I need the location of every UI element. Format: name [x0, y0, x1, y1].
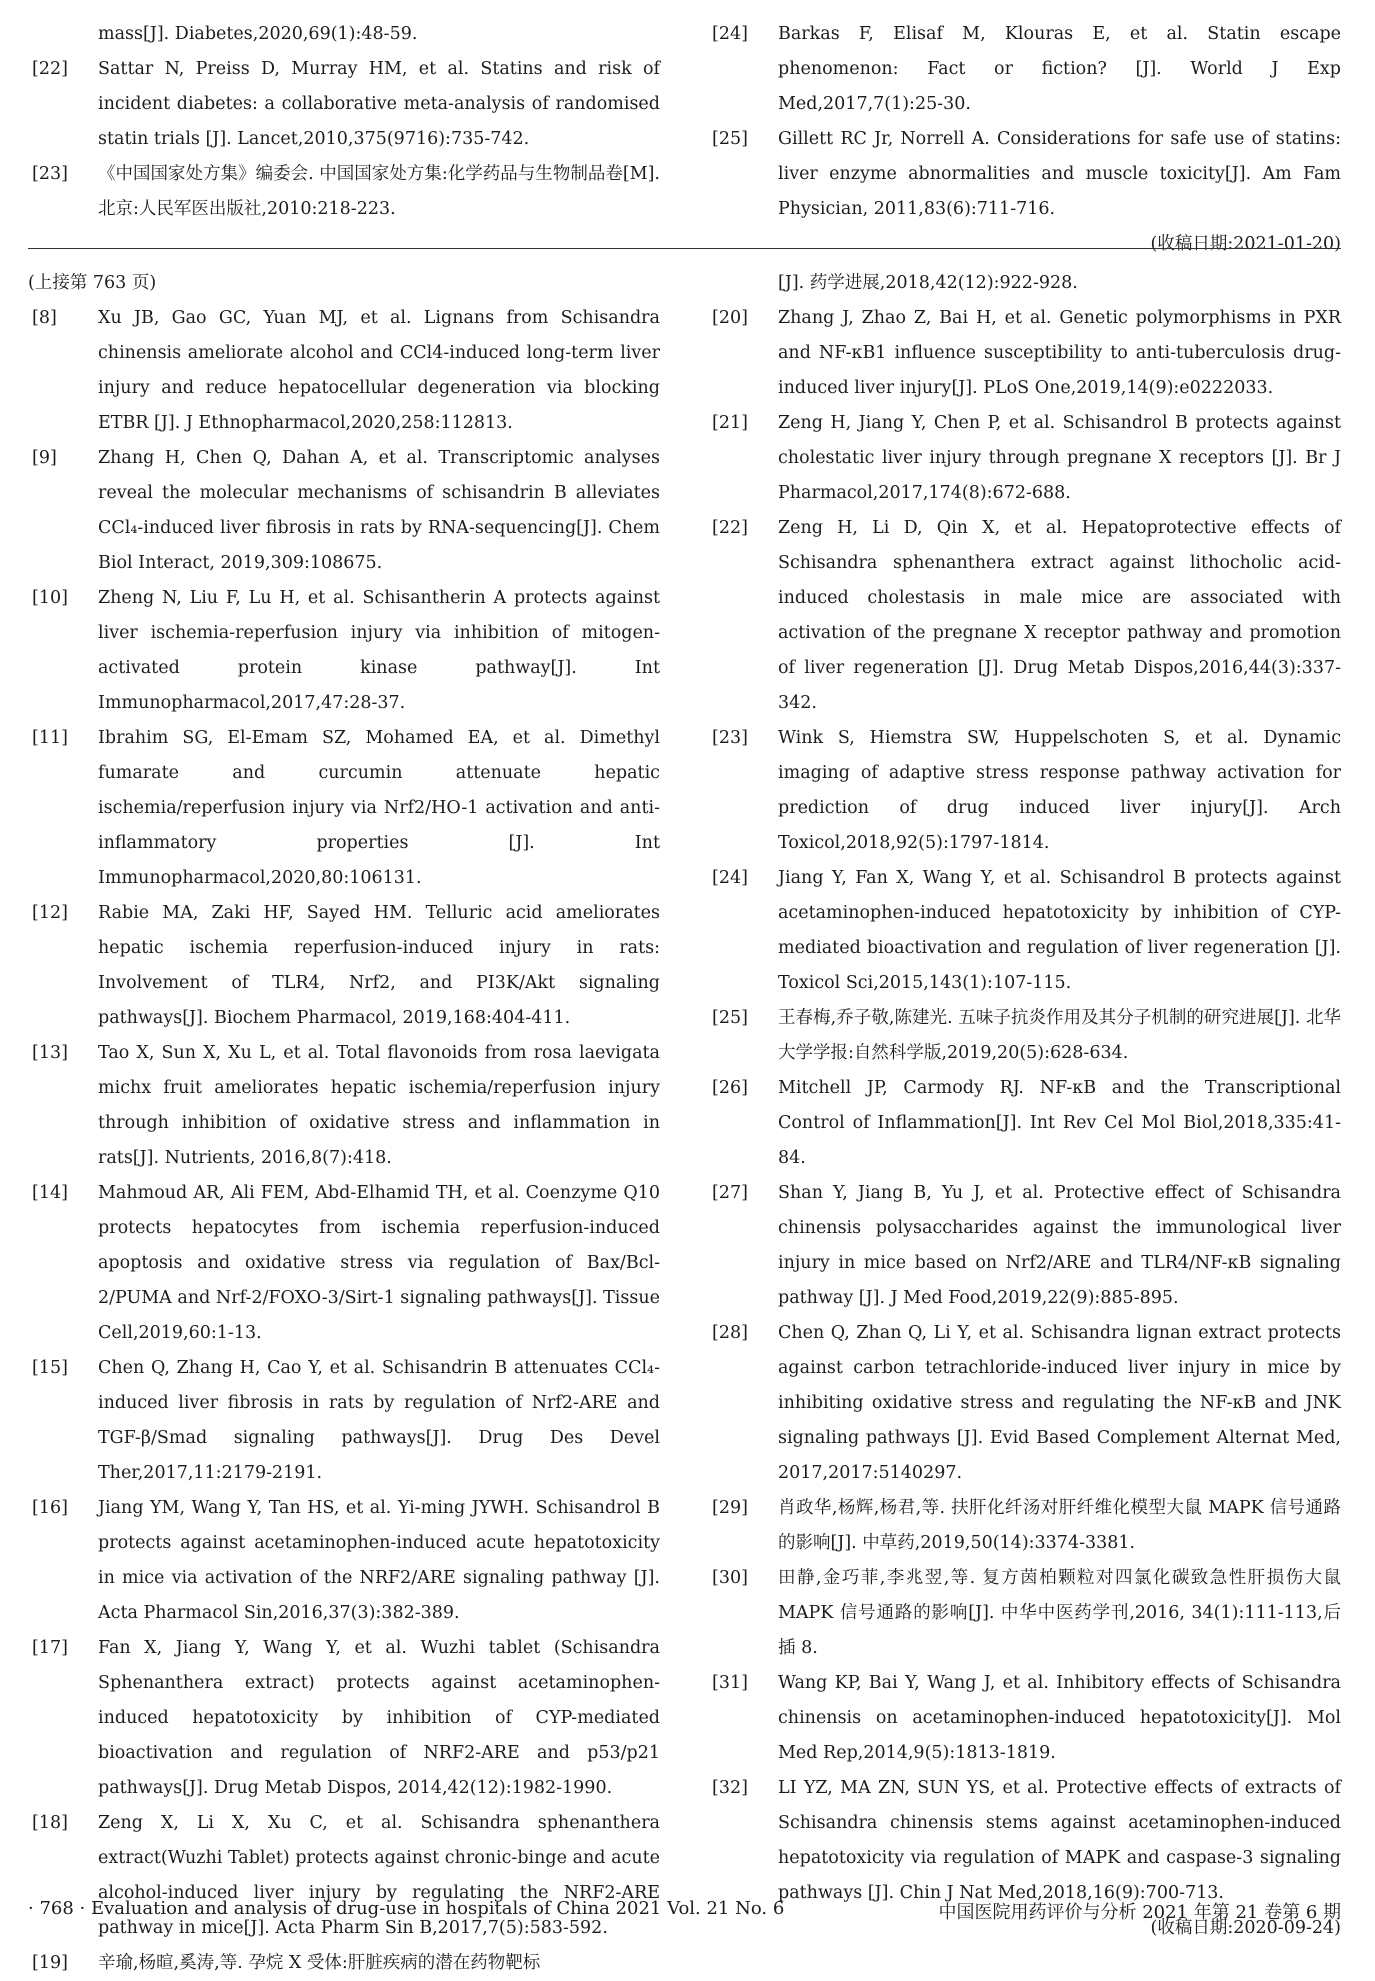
reference-entry [708, 1666, 1341, 1771]
reference-entry [28, 441, 660, 581]
reference-text: Wink S, Hiemstra SW, Huppelschoten S, et al. Dynamic imaging of adaptive stress response pathway activation for prediction of drug induced liver injury[J]. Arch Toxicol,2018,92(5):1797-1814. [778, 728, 1341, 853]
reference-number: [11] [32, 728, 68, 748]
reference-text: Zeng H, Li D, Qin X, et al. Hepatoprotective effects of Schisandra sphenanthera extract against lithocholic acid-induced cholestasis in male mice are associated with activation of the pregnane X receptor pathway and promotion of liver regeneration [J]. Drug Metab Dispos,2016,44(3):337-342. [778, 518, 1341, 713]
reference-entry [28, 1491, 660, 1631]
reference-entry [28, 1631, 660, 1806]
reference-entry [708, 1491, 1341, 1561]
reference-entry [28, 1176, 660, 1351]
reference-entry [708, 1176, 1341, 1316]
reference-entry [28, 1946, 660, 1981]
reference-text: 辛瑜,杨暄,奚涛,等. 孕烷 X 受体:肝脏疾病的潜在药物靶标 [98, 1953, 541, 1973]
reference-list [708, 17, 1341, 227]
reference-text: Zhang J, Zhao Z, Bai H, et al. Genetic polymorphisms in PXR and NF-κB1 influence susceptibility to anti-tuberculosis drug-induced liver injury[J]. PLoS One,2019,14(9):e0222033. [778, 308, 1341, 398]
continued-from-note: (上接第 763 页) [28, 273, 157, 293]
top-right-column [708, 17, 1341, 262]
reference-number: [28] [712, 1323, 748, 1343]
reference-number: [12] [32, 903, 68, 923]
reference-number: [25] [712, 129, 748, 149]
reference-entry [708, 122, 1341, 227]
reference-text: 《中国国家处方集》编委会. 中国国家处方集:化学药品与生物制品卷[M]. 北京:人民军医出版社,2010:218-223. [98, 164, 660, 219]
reference-list [28, 52, 660, 227]
reference-entry [708, 17, 1341, 122]
reference-number: [22] [32, 59, 68, 79]
reference-number: [10] [32, 588, 68, 608]
reference-text: Tao X, Sun X, Xu L, et al. Total flavonoids from rosa laevigata michx fruit ameliorates hepatic ischemia/reperfusion injury through inhibition of oxidative stress and inflammation in rats[J]. Nutrients, 2016,8(7):418. [98, 1043, 660, 1168]
reference-entry [28, 896, 660, 1036]
reference-continuation: [J]. 药学进展,2018,42(12):922-928. [778, 273, 1078, 293]
reference-number: [27] [712, 1183, 748, 1203]
footer-right: 中国医院用药评价与分析 2021 年第 21 卷第 6 期 [938, 1902, 1341, 1923]
reference-number: [17] [32, 1638, 68, 1658]
reference-list [708, 301, 1341, 1911]
reference-text: 肖政华,杨辉,杨君,等. 扶肝化纤汤对肝纤维化模型大鼠 MAPK 信号通路的影响[J]. 中草药,2019,50(14):3374-3381. [778, 1498, 1341, 1553]
reference-list [28, 301, 660, 1981]
reference-entry [28, 721, 660, 896]
reference-text: Zheng N, Liu F, Lu H, et al. Schisantherin A protects against liver ischemia-reperfusion injury via inhibition of mitogen-activated protein kinase pathway[J]. Int Immunopharmacol,2017,47:28-37. [98, 588, 660, 713]
reference-entry [708, 1561, 1341, 1666]
reference-text: Wang KP, Bai Y, Wang J, et al. Inhibitory effects of Schisandra chinensis on acetaminophen-induced hepatotoxicity[J]. Mol Med Rep,2014,9(5):1813-1819. [778, 1673, 1341, 1763]
reference-number: [30] [712, 1568, 748, 1588]
reference-text: Mahmoud AR, Ali FEM, Abd-Elhamid TH, et al. Coenzyme Q10 protects hepatocytes from ischemia reperfusion-induced apoptosis and oxidative stress via regulation of Bax/Bcl-2/PUMA and Nrf-2/FOXO-3/Sirt-1 signaling pathways[J]. Tissue Cell,2019,60:1-13. [98, 1183, 660, 1343]
reference-entry [28, 1806, 660, 1946]
reference-entry [708, 1071, 1341, 1176]
reference-entry [28, 1036, 660, 1176]
reference-entry [28, 301, 660, 441]
reference-number: [9] [32, 448, 57, 468]
reference-text: Chen Q, Zhan Q, Li Y, et al. Schisandra lignan extract protects against carbon tetrachloride-induced liver injury in mice by inhibiting oxidative stress and regulating the NF-κB and JNK signaling pathways [J]. Evid Based Complement Alternat Med, 2017,2017:5140297. [778, 1323, 1341, 1483]
reference-number: [18] [32, 1813, 68, 1833]
reference-text: Jiang YM, Wang Y, Tan HS, et al. Yi-ming JYWH. Schisandrol B protects against acetaminophen-induced acute hepatotoxicity in mice via activation of the NRF2/ARE signaling pathway [J]. Acta Pharmacol Sin,2016,37(3):382-389. [98, 1498, 660, 1623]
reference-entry [28, 52, 660, 157]
reference-text: Ibrahim SG, El-Emam SZ, Mohamed EA, et al. Dimethyl fumarate and curcumin attenuate hepatic ischemia/reperfusion injury via Nrf2/HO-1 activation and anti-inflammatory properties [J]. Int Immunopharmacol,2020,80:106131. [98, 728, 660, 888]
reference-text: Shan Y, Jiang B, Yu J, et al. Protective effect of Schisandra chinensis polysaccharides against the immunological liver injury in mice based on Nrf2/ARE and TLR4/NF-κB signaling pathway [J]. J Med Food,2019,22(9):885-895. [778, 1183, 1341, 1308]
reference-text: Fan X, Jiang Y, Wang Y, et al. Wuzhi tablet (Schisandra Sphenanthera extract) protects against acetaminophen-induced hepatotoxicity by inhibition of CYP-mediated bioactivation and regulation of NRF2-ARE and p53/p21 pathways[J]. Drug Metab Dispos, 2014,42(12):1982-1990. [98, 1638, 660, 1798]
reference-text: Gillett RC Jr, Norrell A. Considerations for safe use of statins: liver enzyme abnormalities and muscle toxicity[J]. Am Fam Physician, 2011,83(6):711-716. [778, 129, 1341, 219]
reference-text: 王春梅,乔子敬,陈建光. 五味子抗炎作用及其分子机制的研究进展[J]. 北华大学学报:自然科学版,2019,20(5):628-634. [778, 1008, 1341, 1063]
reference-entry [708, 1001, 1341, 1071]
received-date: (收稿日期:2020-09-24) [1150, 1918, 1341, 1938]
reference-number: [16] [32, 1498, 68, 1518]
reference-entry [708, 861, 1341, 1001]
reference-number: [23] [32, 164, 68, 184]
reference-number: [8] [32, 308, 57, 328]
reference-entry [28, 1351, 660, 1491]
reference-entry [708, 1316, 1341, 1491]
reference-number: [29] [712, 1498, 748, 1518]
reference-number: [24] [712, 24, 748, 44]
received-date: (收稿日期:2021-01-20) [1150, 234, 1341, 254]
reference-entry [28, 157, 660, 227]
reference-text: Mitchell JP, Carmody RJ. NF-κB and the Transcriptional Control of Inflammation[J]. Int Rev Cel Mol Biol,2018,335:41-84. [778, 1078, 1341, 1168]
reference-entry [28, 581, 660, 721]
reference-number: [25] [712, 1008, 748, 1028]
reference-entry [708, 301, 1341, 406]
reference-entry [708, 406, 1341, 511]
reference-entry [708, 1771, 1341, 1911]
reference-text: Zeng H, Jiang Y, Chen P, et al. Schisandrol B protects against cholestatic liver injury through pregnane X receptors [J]. Br J Pharmacol,2017,174(8):672-688. [778, 413, 1341, 503]
reference-number: [22] [712, 518, 748, 538]
reference-text: Rabie MA, Zaki HF, Sayed HM. Telluric acid ameliorates hepatic ischemia reperfusion-induced injury in rats: Involvement of TLR4, Nrf2, and PI3K/Akt signaling pathways[J]. Biochem Pharmacol, 2019,168:404-411. [98, 903, 660, 1028]
reference-number: [15] [32, 1358, 68, 1378]
reference-number: [13] [32, 1043, 68, 1063]
reference-number: [23] [712, 728, 748, 748]
reference-continuation: mass[J]. Diabetes,2020,69(1):48-59. [98, 24, 418, 44]
reference-text: Barkas F, Elisaf M, Klouras E, et al. Statin escape phenomenon: Fact or fiction? [J]. World J Exp Med,2017,7(1):25-30. [778, 24, 1341, 114]
reference-number: [31] [712, 1673, 748, 1693]
reference-entry [708, 511, 1341, 721]
footer-left: · 768 · Evaluation and analysis of drug-use in hospitals of China 2021 Vol. 21 No. 6 [28, 1898, 785, 1919]
reference-text: Chen Q, Zhang H, Cao Y, et al. Schisandrin B attenuates CCl₄-induced liver fibrosis in rats by regulation of Nrf2-ARE and TGF-β/Smad signaling pathways[J]. Drug Des Devel Ther,2017,11:2179-2191. [98, 1358, 660, 1483]
reference-text: Sattar N, Preiss D, Murray HM, et al. Statins and risk of incident diabetes: a collaborative meta-analysis of randomised statin trials [J]. Lancet,2010,375(9716):735-742. [98, 59, 660, 149]
reference-text: Zeng X, Li X, Xu C, et al. Schisandra sphenanthera extract(Wuzhi Tablet) protects against chronic-binge and acute alcohol-induced liver injury by regulating the NRF2-ARE pathway in mice[J]. Acta Pharm Sin B,2017,7(5):583-592. [98, 1813, 660, 1938]
reference-text: Jiang Y, Fan X, Wang Y, et al. Schisandrol B protects against acetaminophen-induced hepatotoxicity by inhibition of CYP-mediated bioactivation and regulation of liver regeneration [J]. Toxicol Sci,2015,143(1):107-115. [778, 868, 1341, 993]
reference-number: [26] [712, 1078, 748, 1098]
reference-text: LI YZ, MA ZN, SUN YS, et al. Protective effects of extracts of Schisandra chinensis stems against acetaminophen-induced hepatotoxicity via regulation of MAPK and caspase-3 signaling pathways [J]. Chin J Nat Med,2018,16(9):700-713. [778, 1778, 1341, 1903]
top-left-column [28, 17, 660, 227]
reference-number: [14] [32, 1183, 68, 1203]
reference-text: Xu JB, Gao GC, Yuan MJ, et al. Lignans from Schisandra chinensis ameliorate alcohol and CCl4-induced long-term liver injury and reduce hepatocellular degeneration via blocking ETBR [J]. J Ethnopharmacol,2020,258:112813. [98, 308, 660, 433]
reference-text: Zhang H, Chen Q, Dahan A, et al. Transcriptomic analyses reveal the molecular mechanisms of schisandrin B alleviates CCl₄-induced liver fibrosis in rats by RNA-sequencing[J]. Chem Biol Interact, 2019,309:108675. [98, 448, 660, 573]
reference-entry [708, 721, 1341, 861]
reference-number: [21] [712, 413, 748, 433]
reference-number: [20] [712, 308, 748, 328]
bottom-right-column [708, 266, 1341, 1946]
reference-number: [24] [712, 868, 748, 888]
section-divider [28, 248, 1341, 249]
bottom-left-column [28, 266, 660, 1981]
reference-text: 田静,金巧菲,李兆翌,等. 复方茵柏颗粒对四氯化碳致急性肝损伤大鼠 MAPK 信号通路的影响[J]. 中华中医药学刊,2016, 34(1):111-113,后插 8. [778, 1568, 1341, 1658]
reference-number: [32] [712, 1778, 748, 1798]
reference-number: [19] [32, 1953, 68, 1973]
